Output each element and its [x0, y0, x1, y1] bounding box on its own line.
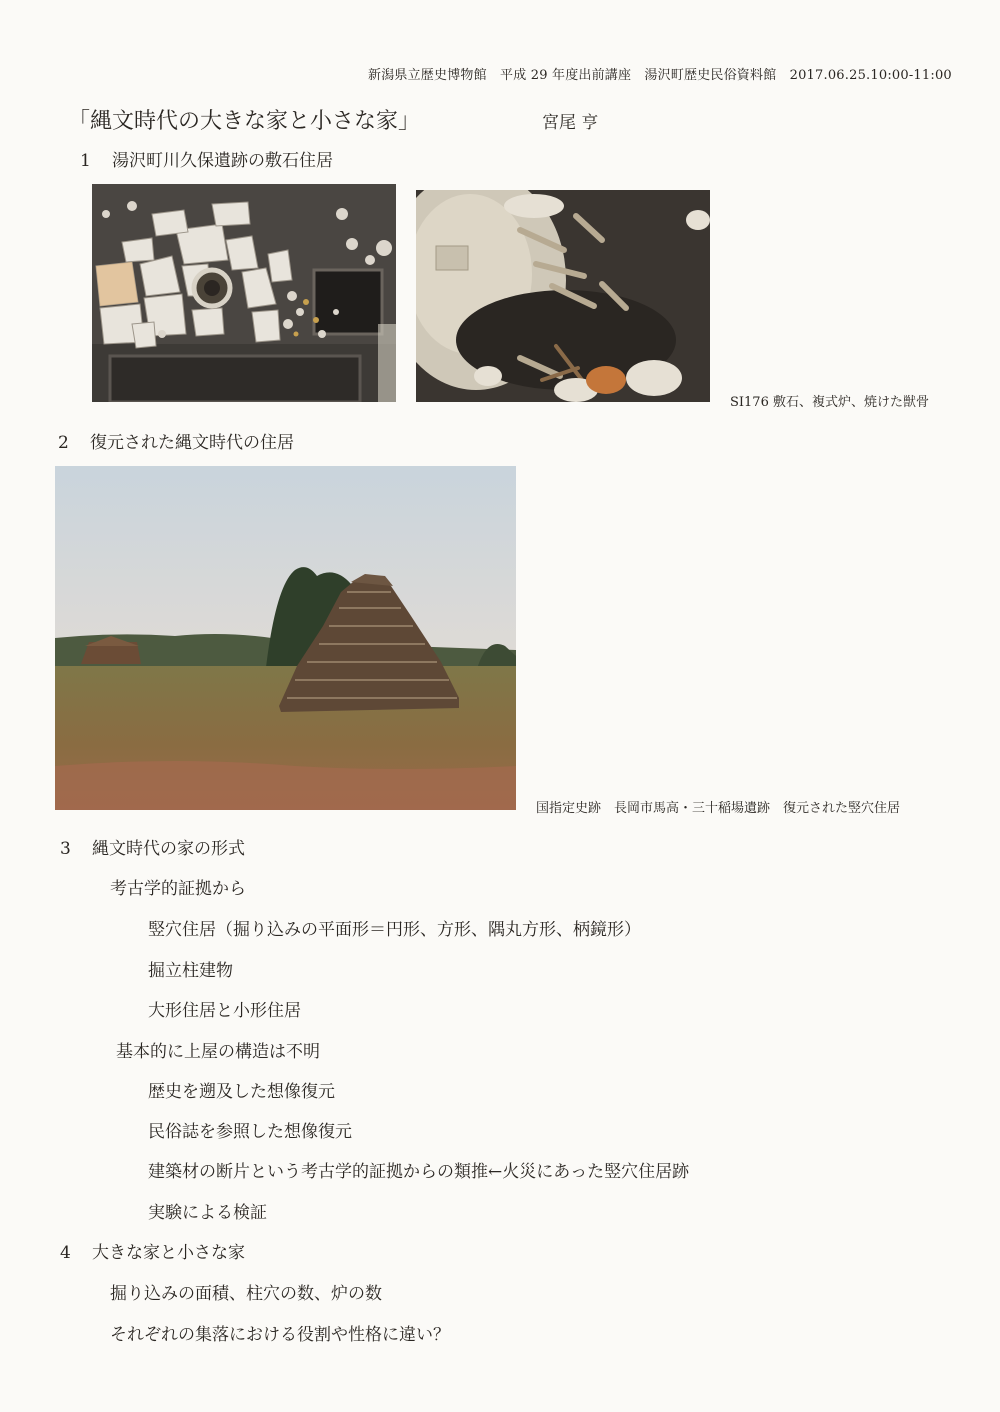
section-3-title: 縄文時代の家の形式 — [92, 839, 245, 859]
section-3-item: 建築材の断片という考古学的証拠からの類推←火災にあった竪穴住居跡 — [148, 1162, 690, 1182]
section-3-item: 実験による検証 — [148, 1203, 267, 1223]
section-3-item: 基本的に上屋の構造は不明 — [116, 1042, 320, 1062]
page-title: 「縄文時代の大きな家と小さな家」 — [68, 109, 421, 134]
section-4-heading — [60, 1238, 245, 1263]
section-3-item: 竪穴住居（掘り込みの平面形＝円形、方形、隅丸方形、柄鏡形） — [148, 920, 641, 940]
section-3-number: 3 — [60, 839, 71, 859]
section-4-item: 掘り込みの面積、柱穴の数、炉の数 — [110, 1284, 382, 1304]
section-4-number: 4 — [60, 1243, 71, 1263]
section-3-item: 大形住居と小形住居 — [148, 1001, 301, 1021]
section-2-number: 2 — [58, 433, 69, 453]
section-4-item: それぞれの集落における役割や性格に違い？ — [110, 1325, 450, 1345]
header-info: 新潟県立歴史博物館 平成 29 年度出前講座 湯沢町歴史民俗資料館 2017.06.25.10:00-11:00 — [368, 68, 952, 83]
section-3-item: 歴史を遡及した想像復元 — [148, 1082, 335, 1102]
section-1-number: 1 — [80, 151, 91, 171]
section-3-item: 民俗誌を参照した想像復元 — [148, 1122, 352, 1142]
excavation-photo-hearth — [416, 190, 710, 402]
section-2-caption: 国指定史跡 長岡市馬高・三十稲場遺跡 復元された竪穴住居 — [536, 801, 901, 816]
author-name: 宮尾 亨 — [542, 113, 599, 133]
section-2-title: 復元された縄文時代の住居 — [90, 433, 294, 453]
section-3-heading — [60, 834, 245, 859]
section-3-item: 掘立柱建物 — [148, 961, 233, 981]
section-1-title: 湯沢町川久保遺跡の敷石住居 — [112, 151, 333, 171]
section-1-heading — [80, 146, 333, 171]
excavation-photo-stone-floor — [92, 184, 396, 402]
section-1-caption: SI176 敷石、複式炉、焼けた獣骨 — [730, 395, 929, 410]
section-4-title: 大きな家と小さな家 — [92, 1243, 245, 1263]
section-2-heading — [58, 428, 294, 453]
reconstructed-dwelling-photo — [55, 466, 516, 810]
section-3-item: 考古学的証拠から — [110, 879, 246, 899]
